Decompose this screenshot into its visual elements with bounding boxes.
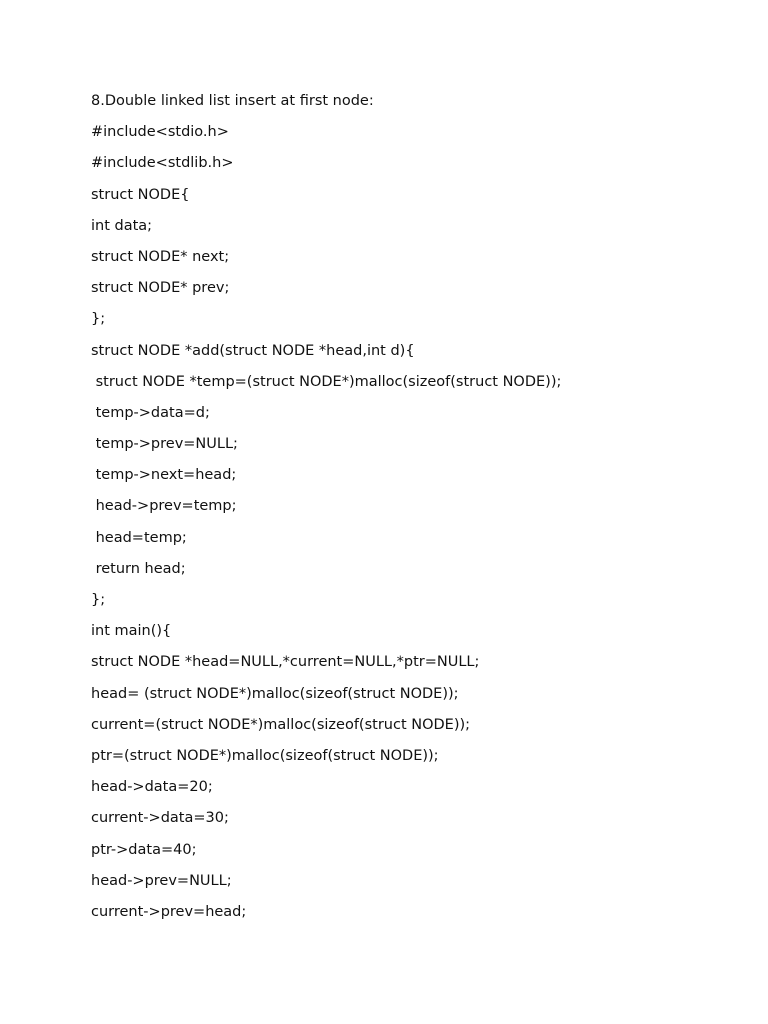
code-line-temp-malloc: struct NODE *temp=(struct NODE*)malloc(sizeof(struct NODE)); <box>91 373 562 390</box>
document-title: 8.Double linked list insert at first node: <box>91 93 374 109</box>
code-line-current-prev-head: current->prev=head; <box>91 903 247 920</box>
code-line-temp-prev: temp->prev=NULL; <box>91 436 238 453</box>
code-line-temp-next: temp->next=head; <box>91 467 237 484</box>
code-line-head-prev-null: head->prev=NULL; <box>91 872 232 889</box>
code-line-struct-close: }; <box>91 311 106 328</box>
code-line-struct-node-open: struct NODE{ <box>91 186 190 203</box>
code-line-add-function-signature: struct NODE *add(struct NODE *head,int d){ <box>91 342 415 359</box>
code-line-pointer-declarations: struct NODE *head=NULL,*current=NULL,*ptr=NULL; <box>91 654 480 671</box>
code-line-int-data: int data; <box>91 217 153 234</box>
code-line-ptr-data: ptr->data=40; <box>91 841 197 858</box>
code-line-add-function-close: }; <box>91 592 106 608</box>
document-body <box>91 90 731 932</box>
code-line-ptr-malloc: ptr=(struct NODE*)malloc(sizeof(struct NODE)); <box>91 747 439 764</box>
code-line-head-data: head->data=20; <box>91 779 213 796</box>
code-line-struct-next: struct NODE* next; <box>91 248 230 265</box>
code-line-temp-data: temp->data=d; <box>91 404 210 421</box>
code-line-return-head: return head; <box>91 560 186 577</box>
code-line-current-data: current->data=30; <box>91 810 229 827</box>
code-line-head-assign: head=temp; <box>91 529 187 546</box>
code-line-include-stdio: #include<stdio.h> <box>91 124 229 141</box>
code-line-include-stdlib: #include<stdlib.h> <box>91 155 234 172</box>
code-line-head-prev: head->prev=temp; <box>91 498 237 515</box>
code-line-struct-prev: struct NODE* prev; <box>91 280 230 297</box>
code-line-head-malloc: head= (struct NODE*)malloc(sizeof(struct NODE)); <box>91 685 459 702</box>
code-line-main-open: int main(){ <box>91 623 172 640</box>
code-line-current-malloc: current=(struct NODE*)malloc(sizeof(struct NODE)); <box>91 716 471 733</box>
